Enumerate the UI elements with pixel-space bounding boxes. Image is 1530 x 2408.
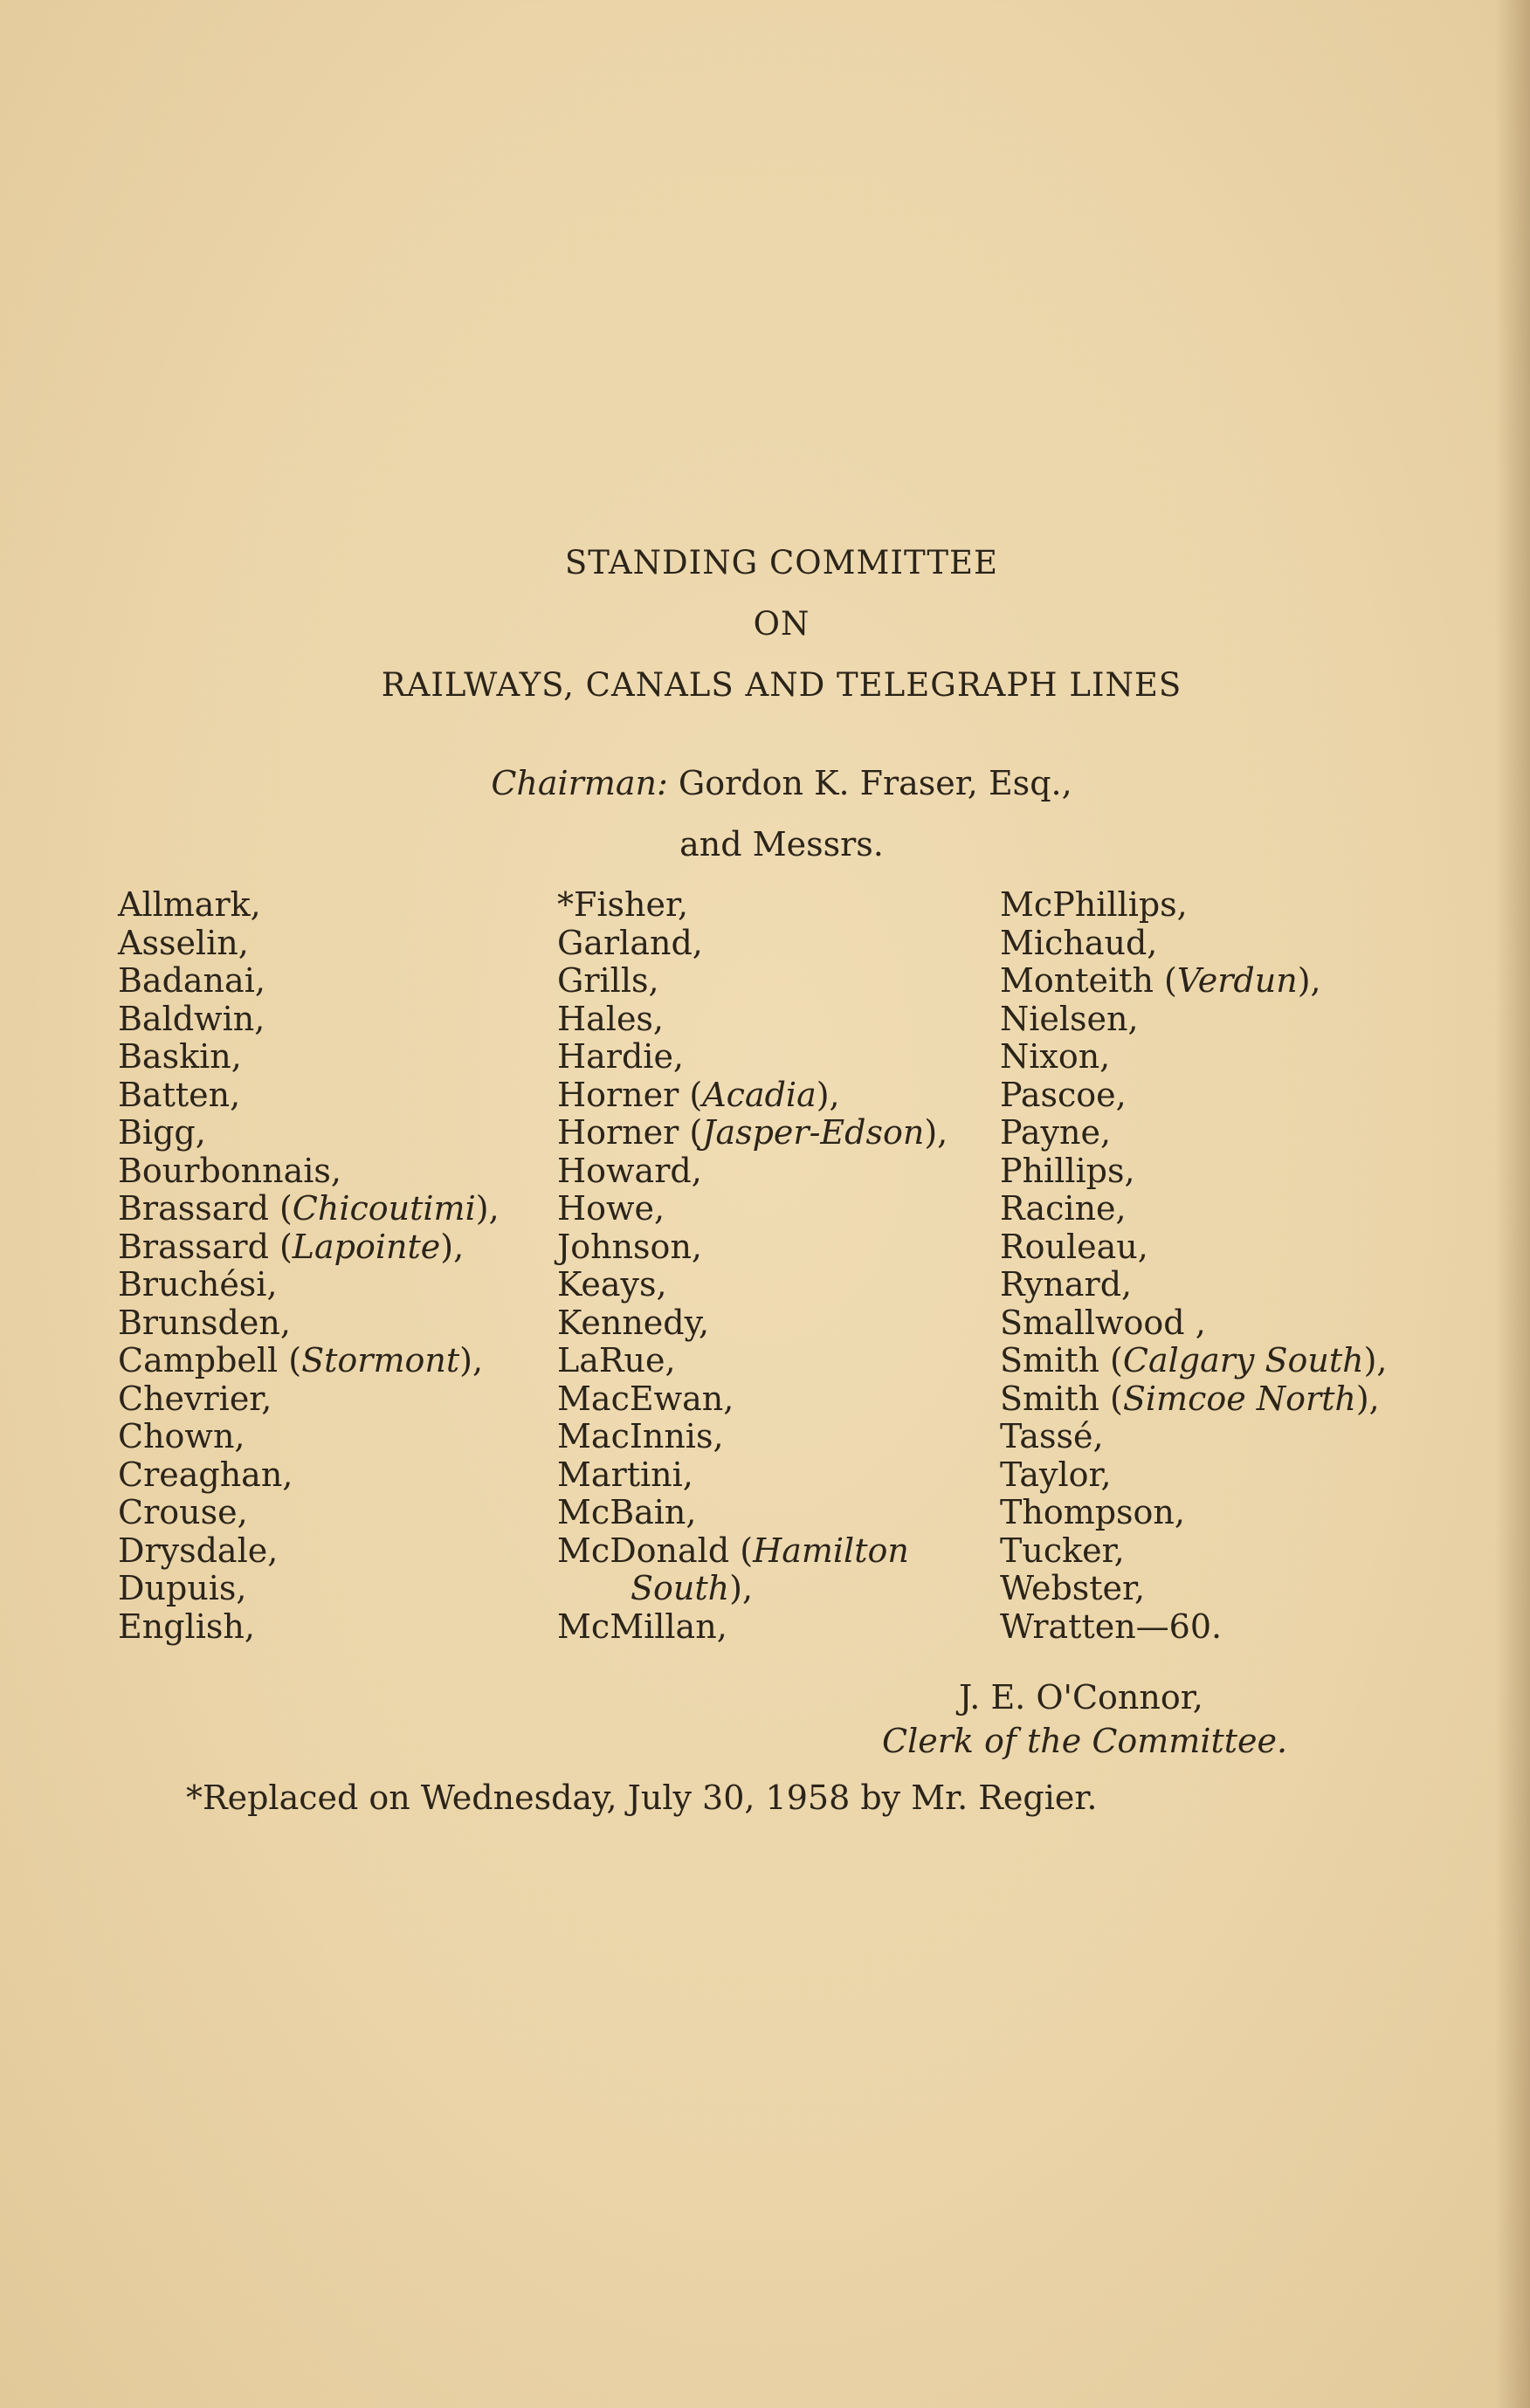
member-name: Bourbonnais, [118,1151,341,1190]
member-entry [1000,1038,1388,1077]
member-entry [557,1532,948,1571]
member-name: Allmark, [118,885,261,924]
member-entry [557,1342,948,1380]
member-name: Smith ( [1000,1341,1123,1379]
member-name: Michaud, [1000,923,1158,962]
member-name: Nixon, [1000,1037,1111,1076]
member-constituency: Calgary South [1122,1341,1364,1379]
member-entry [557,1038,948,1077]
member-entry [557,1418,948,1456]
member-name: Drysdale, [118,1531,279,1570]
member-entry [557,1152,948,1191]
member-name: McBain, [557,1493,697,1531]
member-name: Rynard, [1000,1265,1133,1304]
member-entry [557,1380,948,1419]
member-entry [1000,1494,1388,1532]
member-name: Brassard ( [118,1227,293,1266]
clerk-title: Clerk of the Committee. [882,1722,1288,1760]
member-entry [557,1077,948,1115]
member-name: Brunsden, [118,1303,291,1342]
member-constituency: Jasper-Edson [702,1113,925,1152]
member-entry [118,1114,500,1152]
member-entry [118,962,500,1001]
member-entry [118,1456,500,1495]
clerk-name: J. E. O'Connor, [959,1678,1203,1717]
page-edge-shadow [1495,0,1530,2408]
member-name: Campbell ( [118,1341,302,1379]
member-name: Kennedy, [557,1303,710,1342]
member-entry [1000,1152,1388,1191]
member-entry [118,925,500,963]
member-name: Martini, [557,1455,693,1494]
member-entry [118,1342,500,1380]
member-entry [118,1532,500,1571]
member-suffix: ), [924,1113,948,1152]
member-name: LaRue, [557,1341,676,1379]
member-name: Asselin, [118,923,249,962]
member-name: Smallwood , [1000,1303,1206,1342]
member-name: Batten, [118,1075,241,1114]
member-name: Horner ( [557,1113,703,1152]
member-constituency: Simcoe North [1122,1379,1356,1418]
heading-committee-subject: RAILWAYS, CANALS AND TELEGRAPH LINES [381,666,1182,704]
member-suffix: ), [1297,961,1321,1000]
member-name: Bruchési, [118,1265,278,1304]
member-name: Phillips, [1000,1151,1135,1190]
member-entry [557,1114,948,1152]
member-entry [1000,886,1388,925]
member-name: Taylor, [1000,1455,1112,1494]
member-entry [118,1038,500,1077]
member-suffix: ), [816,1075,840,1114]
member-entry [1000,1077,1388,1115]
member-name: Tassé, [1000,1417,1104,1455]
member-name: Chevrier, [118,1379,272,1418]
member-entry [557,1304,948,1343]
member-entry [1000,1228,1388,1267]
member-name: Garland, [557,923,703,962]
member-entry [118,1266,500,1304]
member-name: Smith ( [1000,1379,1123,1418]
heading-standing-committee: STANDING COMMITTEE [564,544,999,581]
member-entry [1000,925,1388,963]
chairman-label: Chairman: [491,764,668,802]
footnote: *Replaced on Wednesday, July 30, 1958 by Mr. Regier. [186,1778,1098,1817]
member-entry [1000,1304,1388,1343]
member-entry [1000,1001,1388,1039]
member-entry [118,1570,500,1608]
member-constituency: Lapointe [292,1227,441,1266]
member-entry [1000,962,1388,1001]
member-entry [118,1152,500,1191]
member-constituency: Hamilton [753,1531,909,1570]
member-name: Webster, [1000,1569,1146,1607]
member-entry [557,1228,948,1267]
member-column-3 [1000,886,1388,1646]
member-name: Hales, [557,999,665,1038]
member-name: Pascoe, [1000,1075,1127,1114]
member-name: Monteith ( [1000,961,1177,1000]
member-suffix: ), [1363,1341,1388,1379]
member-suffix: ), [729,1569,754,1607]
member-name: Creaghan, [118,1455,293,1494]
member-entry [118,1190,500,1228]
member-entry [118,1001,500,1039]
member-column-2 [557,886,948,1646]
member-entry [1000,1342,1388,1380]
member-suffix: ), [440,1227,465,1266]
member-entry [1000,1532,1388,1571]
member-suffix: ), [475,1189,500,1228]
member-entry [118,1380,500,1419]
member-constituency: Chicoutimi [292,1189,476,1228]
member-name: Brassard ( [118,1189,293,1228]
member-entry [557,1001,948,1039]
member-name: Payne, [1000,1113,1112,1152]
member-name: Wratten—60. [1000,1606,1223,1646]
member-entry [557,962,948,1001]
member-name: Racine, [1000,1189,1127,1228]
member-name: McDonald ( [557,1531,754,1570]
member-constituency: Verdun [1176,961,1298,1000]
member-name: MacInnis, [557,1417,724,1455]
member-entry [118,1494,500,1532]
member-name: McPhillips, [1000,885,1188,924]
member-name: Badanai, [118,961,265,1000]
member-entry [118,886,500,925]
member-name: Horner ( [557,1075,703,1114]
member-constituency: Stormont [301,1341,460,1379]
chairman-name: Gordon K. Fraser, Esq., [678,764,1072,802]
member-entry [557,1494,948,1532]
member-name: Rouleau, [1000,1227,1148,1266]
member-entry [1000,1608,1388,1647]
member-entry [557,1456,948,1495]
member-name: Hardie, [557,1037,685,1076]
member-name: Tucker, [1000,1531,1125,1570]
chairman-line [0,764,1530,802]
messrs-line: and Messrs. [679,825,884,863]
member-suffix: ), [1355,1379,1380,1418]
heading-on: ON [753,605,810,643]
member-name: Dupuis, [118,1569,247,1607]
member-entry [1000,1418,1388,1456]
member-entry [557,886,948,925]
member-name: Howard, [557,1151,702,1190]
member-entry [118,1418,500,1456]
member-entry [557,925,948,963]
member-name: Baskin, [118,1037,242,1076]
member-entry [118,1077,500,1115]
member-name: Keays, [557,1265,667,1304]
member-name: Bigg, [118,1113,206,1152]
member-entry [557,1570,948,1608]
member-entry [557,1266,948,1304]
member-name: *Fisher, [557,885,689,924]
member-column-1 [118,886,500,1646]
member-name: Nielsen, [1000,999,1139,1038]
member-entry [557,1190,948,1228]
member-name: Johnson, [557,1227,702,1266]
member-constituency: Acadia [702,1075,817,1114]
member-name: Chown, [118,1417,245,1455]
member-name: English, [118,1606,255,1646]
member-entry [1000,1570,1388,1608]
member-entry [118,1608,500,1647]
member-name: MacEwan, [557,1379,734,1418]
member-entry [557,1608,948,1647]
member-entry [1000,1190,1388,1228]
member-entry [1000,1266,1388,1304]
member-entry [1000,1380,1388,1419]
member-name: McMillan, [557,1606,727,1646]
member-entry [118,1228,500,1267]
member-entry [1000,1114,1388,1152]
member-entry [1000,1456,1388,1495]
member-name: Baldwin, [118,999,265,1038]
member-name: Thompson, [1000,1493,1185,1531]
member-name: Grills, [557,961,659,1000]
member-name: Crouse, [118,1493,248,1531]
member-suffix: ), [459,1341,484,1379]
member-name: Howe, [557,1189,665,1228]
member-constituency: South [631,1569,730,1607]
member-entry [118,1304,500,1343]
